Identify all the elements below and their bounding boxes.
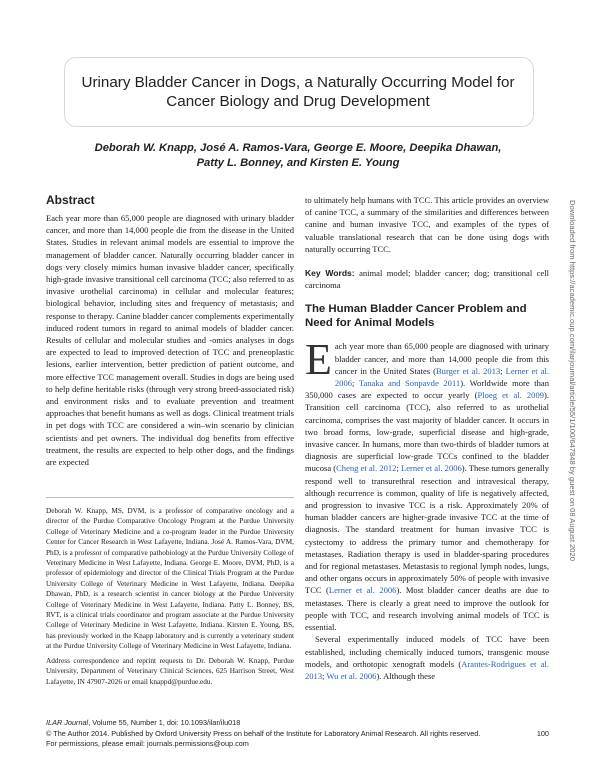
citation-link[interactable]: Cheng et al. 2012 <box>336 463 397 474</box>
keywords <box>305 267 549 291</box>
footnote-divider <box>46 497 294 498</box>
citation-link[interactable]: Burger et al. 2013 <box>435 365 501 376</box>
section-paragraph-2: Several experimentally induced models of TCC have been established, including chemically induced tumors, transgenic mouse models, and orthotopic xenograft models (Arantes-Rodrigues et al. 2013; Wu et al. 2006). Although these <box>305 634 549 681</box>
abstract-body: Each year more than 65,000 people are diagnosed with urinary bladder cancer, and more than 14,000 people die from the disease in the United States. Studies in relevant animal models are essential to improve the management of bladder cancer. Naturally occurring bladder cancer in dogs very closely mimics human invasive bladder cancer, specifically high-grade invasive transitional cell carcinoma (TCC; also referred to as invasive urothelial carcinoma) in cellular and molecular features; biological behavior, including sites and frequency of metastasis; and response to therapy. Canine bladder cancer complements experimentally induced rodent tumors in regard to animal models of bladder cancer. Results of cellular and molecular studies and -omics analyses in dogs are expected to lead to improved detection of TCC and preneoplastic lesions, earlier intervention, better prediction of patient outcome, and more effective TCC management overall. Studies in dogs are being used to help define heritable risks (through very strong breed-associated risk) and environment risks and to evaluate prevention and treatment approaches that benefit humans as well as dogs. Clinical treatment trials in pet dogs with TCC are considered a win–win scenario by clinician scientists and pet owners. The individual dog benefits from effective treatment, the results are expected to help other dogs, and the findings are expected <box>46 213 294 468</box>
citation-link[interactable]: Lerner et al. 2006 <box>334 365 549 389</box>
abstract-heading: Abstract <box>46 193 95 207</box>
abstract-continued: to ultimately help humans with TCC. This article provides an overview of canine TCC, a summary of the similarities and differences between canine and human invasive TCC, and examples of the types of valuable translational research that can be done using dogs with naturally occurring TCC. <box>305 195 549 254</box>
authors-line-2: Patty L. Bonney, and Kirsten E. Young <box>196 157 400 169</box>
authors-line-1: Deborah W. Knapp, José A. Ramos-Vara, George E. Moore, Deepika Dhawan, <box>94 142 502 154</box>
drop-cap: E <box>305 335 332 385</box>
keywords-label: Key Words: <box>305 268 355 279</box>
section-paragraph-1: Each year more than 65,000 people are diagnosed with urinary bladder cancer, and more than 14,000 people die from this cancer in the United States (Burger et al. 2013; Lerner et al. 2006; Tanaka and Sonpavde 2011). Worldwide more than 350,000 cases are expected to occur yearly (Ploeg et al. 2009). Transition cell carcinoma (TCC), also referred to as urothelial carcinoma, comprises the vast majority of bladder cancer. It occurs in two broad forms, low-grade, superficial disease and high-grade, invasive cancer. In humans, more than two-thirds of bladder tumors at diagnosis are superficial low-grade TCCs confined to the bladder mucosa (Cheng et al. 2012; Lerner et al. 2006). These tumors generally respond well to transurethral resection and intravesical therapy, although recurrence is common, quality of life is negatively affected, and progression to invasive TCC is a risk. Approximately 20% of human bladder cancers are higher-grade invasive TCC at the time of diagnosis. The standard treatment for human invasive TCC is cystectomy to address the primary tumor and chemotherapy for metastases. Radiation therapy is used in bladder-sparing procedures and for regional metastases. Metastasis to regional lymph nodes, lungs, and other organs occurs in approximately 50% of people with invasive TCC (Lerner et al. 2006). Most bladder cancer deaths are due to metastases. There is clearly a great need to improve the outlook for people with TCC, and research involving animal models of TCC is essential. <box>305 335 550 633</box>
correspondence-text: Address correspondence and reprint requests to Dr. Deborah W. Knapp, Purdue University, Department of Veterinary Clinical Sciences, 625 Harrison Street, West Lafayette, IN 47907-2026 or email knappd@purdue.edu. <box>46 655 294 686</box>
copyright-line: © The Author 2014. Published by Oxford University Press on behalf of the Institute for Laboratory Animal Research. All rights reserved. <box>46 728 481 738</box>
download-sidebar <box>568 200 582 592</box>
permissions-line: For permissions, please email: journals.permissions@oup.com <box>46 739 249 748</box>
journal-citation: ILAR Journal, Volume 55, Number 1, doi: 10.1093/ilar/ilu018 <box>46 718 241 727</box>
author-list <box>64 141 532 171</box>
keywords-text: animal model; bladder cancer; dog; transitional cell carcinoma <box>305 268 549 291</box>
page-footer <box>46 718 549 750</box>
citation-link[interactable]: Lerner et al. 2006 <box>400 463 462 474</box>
journal-name: ILAR Journal <box>46 718 89 727</box>
page-number: 100 <box>536 728 549 738</box>
citation-link[interactable]: Wu et al. 2006 <box>326 670 377 681</box>
author-affiliations <box>46 506 294 691</box>
citation-link[interactable]: Lerner et al. 2006 <box>328 585 397 596</box>
download-note: Downloaded from https://academic.oup.com/ilarjournal/article/55/1/100/647848 by guest on 08 August 2020 <box>568 200 577 561</box>
affiliation-text: Deborah W. Knapp, MS, DVM, is a professor of comparative oncology and a director of the Purdue Comparative Oncology Program at the Purdue University College of Veterinary Medicine and a co-program leader in the Purdue University Center for Cancer Research in West Lafayette, Indiana. José A. Ramos-Vara, DVM, PhD, is a professor of comparative pathobiology at the Purdue University College of Veterinary Medicine in West Lafayette, Indiana. George E. Moore, DVM, PhD, is a professor of epidemiology and director of the Clinical Trials Program at the Purdue University College of Veterinary Medicine in West Lafayette, Indiana. Deepika Dhawan, PhD, is a research scientist in cancer biology at the Purdue University College of Veterinary Medicine in West Lafayette, Indiana. Patty L. Bonney, BS, RVT, is a clinical trials coordinator and program associate at the Purdue University College of Veterinary Medicine in West Lafayette, Indiana. Kirsten E. Young, BS, has previously worked in the Knapp laboratory and is currently a veterinary student at the Purdue University College of Veterinary Medicine in West Lafayette, Indiana. <box>46 506 294 651</box>
citation-link[interactable]: Tanaka and Sonpavde 2011 <box>358 378 461 389</box>
citation-link[interactable]: Ploeg et al. 2009 <box>477 390 545 401</box>
article-title: Urinary Bladder Cancer in Dogs, a Naturally Occurring Model for Cancer Biology and Drug Development <box>81 74 515 110</box>
section-heading: The Human Bladder Cancer Problem and Need for Animal Models <box>305 303 527 329</box>
citation-link[interactable]: Arantes-Rodrigues et al. 2013 <box>305 658 549 681</box>
right-column <box>305 194 549 682</box>
